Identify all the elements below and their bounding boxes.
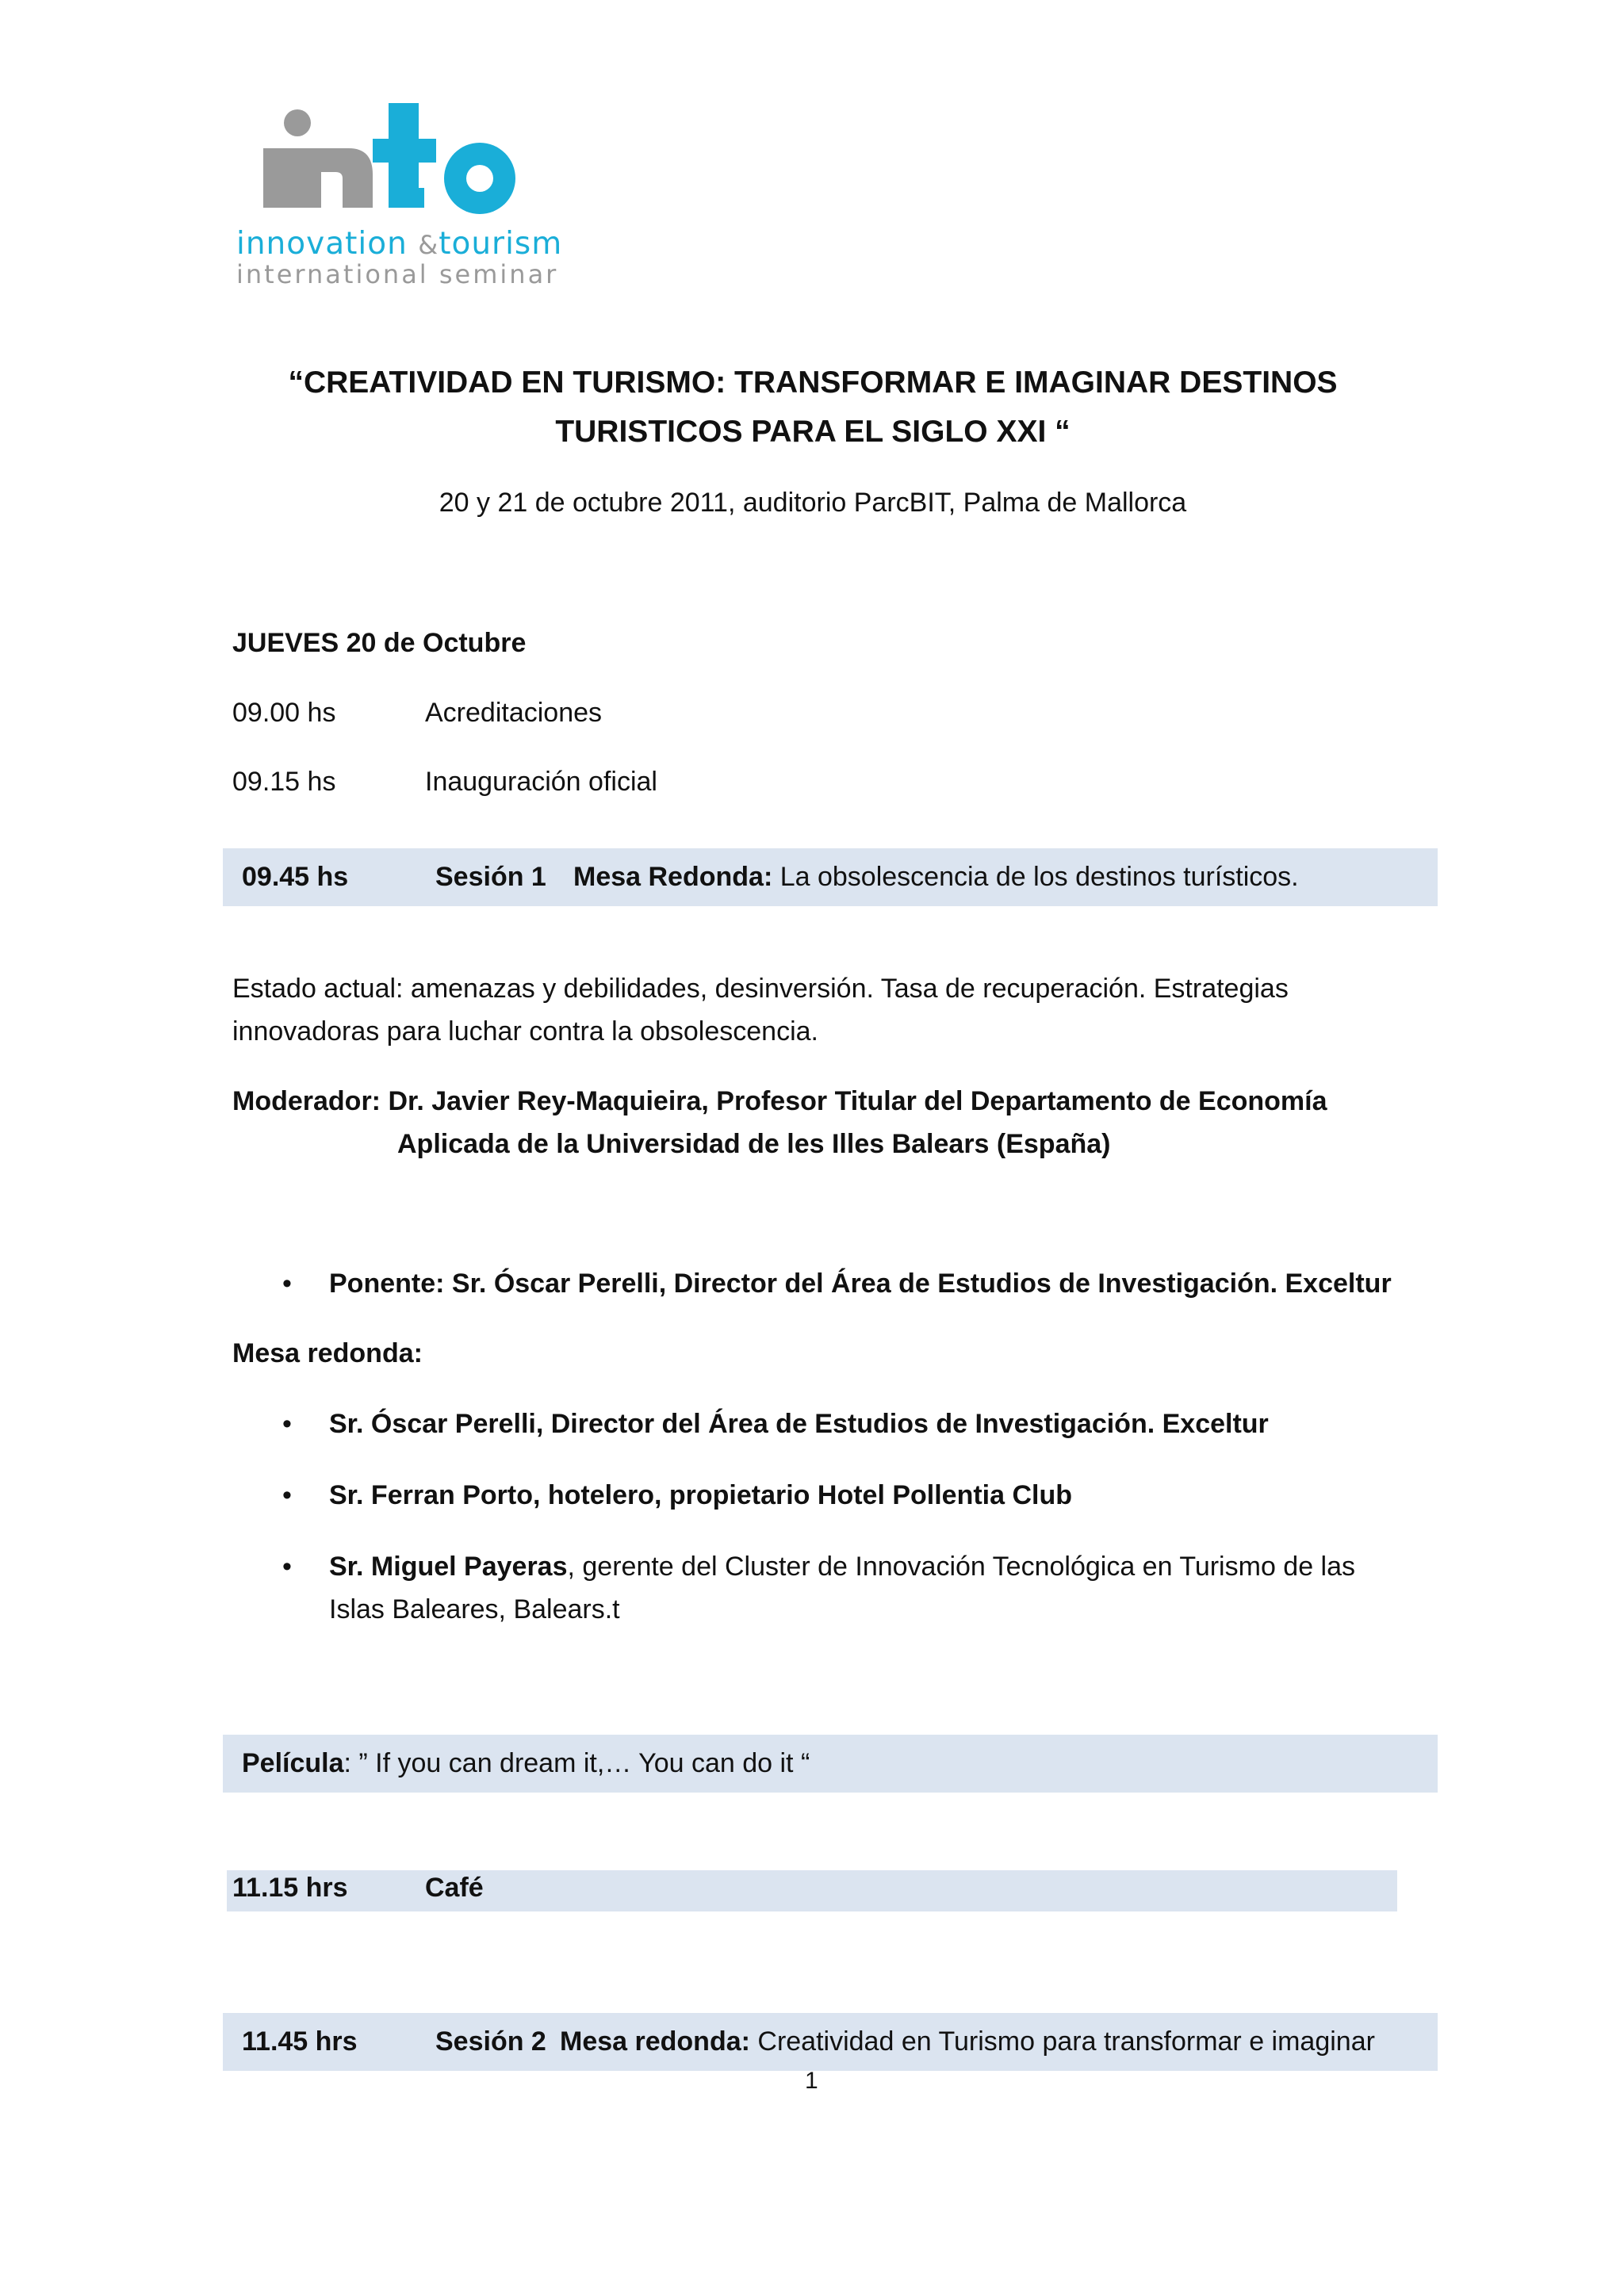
panelist: Sr. Óscar Perelli, Director del Área de Estudios de Investigación. Exceltur [329,1409,1269,1439]
session2-topic: Creatividad en Turismo para transformar e imaginar [749,2026,1375,2057]
panelist [329,1552,1355,1582]
session2-title [560,2026,1375,2057]
cafe-time: 11.15 hrs [232,1873,348,1903]
cafe-label: Café [425,1873,484,1903]
session1-description-line-2: innovadoras para luchar contra la obsolescencia. [232,1016,819,1047]
moderator-line-1: Moderador: Dr. Javier Rey-Maquieira, Profesor Titular del Departamento de Economía [232,1086,1327,1116]
schedule-time: 09.15 hs [232,767,336,797]
panelist: Sr. Ferran Porto, hotelero, propietario Hotel Pollentia Club [329,1480,1073,1510]
panelist-role-line-2: Islas Baleares, Balears.t [329,1594,620,1624]
session1-topic: La obsolescencia de los destinos turísticos. [772,862,1299,892]
logo-word-innovation: innovation [236,226,408,262]
pelicula-label: Película [242,1748,344,1778]
moderator-line-2: Aplicada de la Universidad de les Illes Balears (España) [397,1129,1111,1159]
bullet-dot: • [282,1409,292,1439]
bullet-dot: • [282,1552,292,1582]
session1-description-line-1: Estado actual: amenazas y debilidades, desinversión. Tasa de recuperación. Estrategias [232,974,1289,1004]
pelicula-line [242,1748,810,1779]
session2-type: Mesa redonda: [560,2026,750,2057]
page-number: 1 [805,2068,818,2094]
logo-ampersand: & [418,230,439,260]
schedule-item: Acreditaciones [425,698,603,728]
schedule-time: 09.00 hs [232,698,336,728]
cafe-band [227,1870,1397,1911]
bullet-dot: • [282,1269,292,1299]
day-heading: JUEVES 20 de Octubre [232,628,527,658]
title-line-2: TURISTICOS PARA EL SIGLO XXI “ [555,415,1071,449]
logo-tagline-2: international seminar [236,259,559,289]
bullet-dot: • [282,1480,292,1510]
mesa-redonda-heading: Mesa redonda: [232,1338,423,1368]
pelicula-title: : ” If you can dream it,… You can do it “ [343,1748,810,1778]
panelist-role: , gerente del Cluster de Innovación Tecnológica en Turismo de las [567,1552,1356,1582]
ponente: Ponente: Sr. Óscar Perelli, Director del Área de Estudios de Investigación. Exceltur [329,1269,1392,1299]
session2-time: 11.45 hrs [242,2026,358,2057]
session1-title [573,862,1299,893]
session1-label: Sesión 1 [435,862,546,892]
panelist-name: Sr. Miguel Payeras [329,1552,568,1582]
title-line-1: “CREATIVIDAD EN TURISMO: TRANSFORMAR E IMAGINAR DESTINOS [288,365,1338,400]
session1-type: Mesa Redonda: [573,862,773,892]
schedule-item: Inauguración oficial [425,767,657,797]
logo-word-tourism: tourism [439,226,563,262]
event-date-location: 20 y 21 de octubre 2011, auditorio ParcBIT, Palma de Mallorca [439,488,1187,518]
document-title [206,358,1419,457]
logo-tagline-1 [236,226,562,262]
session2-label: Sesión 2 [435,2026,546,2057]
session1-time: 09.45 hs [242,862,349,892]
into-logo-mark [234,99,567,234]
